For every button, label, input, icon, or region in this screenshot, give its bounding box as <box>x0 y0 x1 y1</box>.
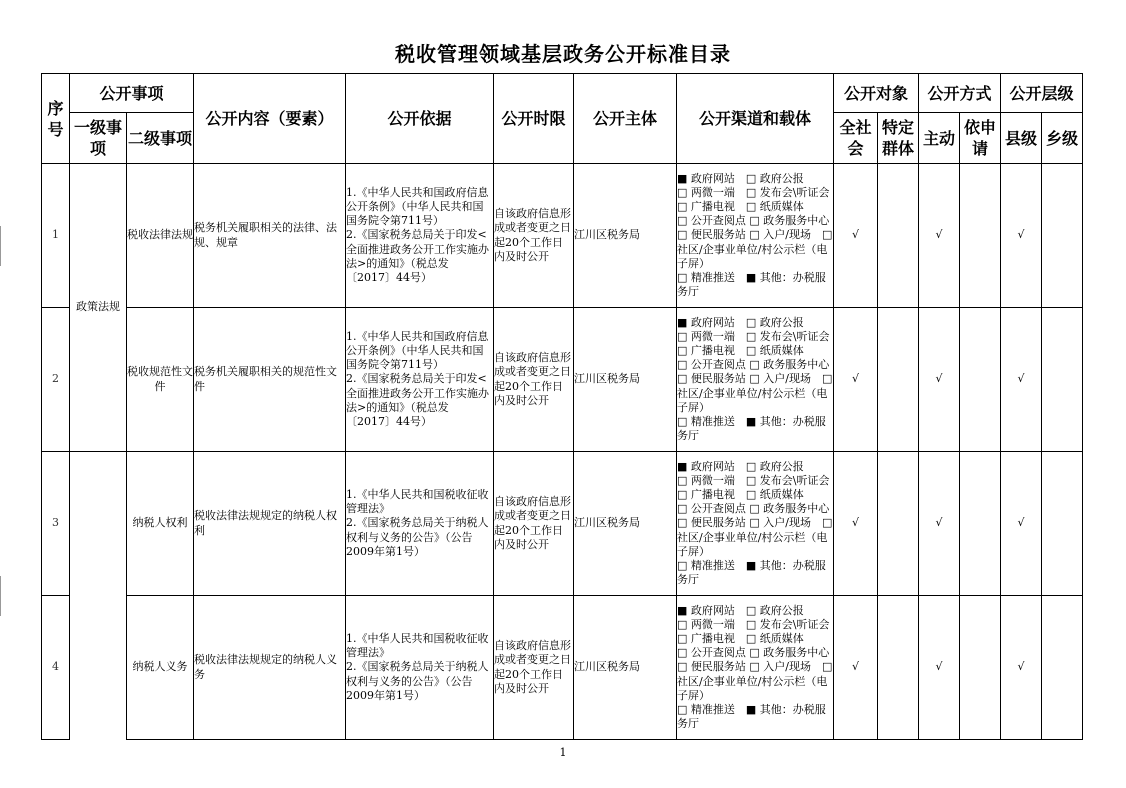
subject-cell: 江川区税务局 <box>574 164 677 308</box>
header-target-specific: 特定群体 <box>878 113 919 164</box>
page-title: 税收管理领域基层政务公开标准目录 <box>395 42 731 66</box>
active-check: √ <box>919 164 960 308</box>
basis-cell: 1.《中华人民共和国税收征收管理法》 2.《国家税务总局关于纳税人权利与义务的公告》（公告2009年第1号） <box>346 452 494 596</box>
page-edge-mark <box>0 226 1 266</box>
township-check <box>1042 308 1083 452</box>
level1-cell: 政策法规 <box>70 164 127 452</box>
active-check: √ <box>919 452 960 596</box>
page-edge-mark <box>0 576 1 616</box>
level2-cell: 纳税人义务 <box>127 596 194 740</box>
header-content: 公开内容（要素） <box>194 74 346 164</box>
county-check: √ <box>1001 308 1042 452</box>
time-limit-cell: 自该政府信息形成或者变更之日起20个工作日内及时公开 <box>494 164 574 308</box>
level1-cell-empty <box>70 452 127 740</box>
on-request-check <box>960 452 1001 596</box>
active-check: √ <box>919 308 960 452</box>
header-channel: 公开渠道和载体 <box>677 74 834 164</box>
row-seq: 1 <box>42 164 70 308</box>
all-society-check: √ <box>834 164 878 308</box>
township-check <box>1042 164 1083 308</box>
row-seq: 3 <box>42 452 70 596</box>
table-row <box>42 452 1083 596</box>
active-check: √ <box>919 596 960 740</box>
all-society-check: √ <box>834 596 878 740</box>
page-number: 1 <box>559 746 567 759</box>
channel-cell: ■ 政府网站 □ 政府公报 □ 两微一端 □ 发布会\听证会 □ 广播电视 □ 纸质媒体 □ 公开查阅点 □ 政务服务中心 □ 便民服务站 □ 入户/现场 □ 社区/企事业单位/村公示栏（电子屏） □ 精准推送 ■ 其他：办税服务厅 <box>677 308 834 452</box>
header-level-township: 乡级 <box>1042 113 1083 164</box>
time-limit-cell: 自该政府信息形成或者变更之日起20个工作日内及时公开 <box>494 596 574 740</box>
table-row <box>42 164 1083 308</box>
header-row-1 <box>42 74 1083 113</box>
specific-group-check <box>878 452 919 596</box>
on-request-check <box>960 164 1001 308</box>
county-check: √ <box>1001 452 1042 596</box>
row-seq: 2 <box>42 308 70 452</box>
header-basis: 公开依据 <box>346 74 494 164</box>
level2-cell: 税收法律法规 <box>127 164 194 308</box>
county-check: √ <box>1001 164 1042 308</box>
channel-cell: ■ 政府网站 □ 政府公报 □ 两微一端 □ 发布会\听证会 □ 广播电视 □ 纸质媒体 □ 公开查阅点 □ 政务服务中心 □ 便民服务站 □ 入户/现场 □ 社区/企事业单位/村公示栏（电子屏） □ 精准推送 ■ 其他：办税服务厅 <box>677 452 834 596</box>
header-subject: 公开主体 <box>574 74 677 164</box>
level2-cell: 税收规范性文件 <box>127 308 194 452</box>
content-cell: 税收法律法规规定的纳税人义务 <box>194 596 346 740</box>
county-check: √ <box>1001 596 1042 740</box>
on-request-check <box>960 308 1001 452</box>
subject-cell: 江川区税务局 <box>574 452 677 596</box>
all-society-check: √ <box>834 308 878 452</box>
header-seq: 序号 <box>42 74 70 164</box>
header-level2: 二级事项 <box>127 113 194 164</box>
level2-cell: 纳税人权利 <box>127 452 194 596</box>
content-cell: 税收法律法规规定的纳税人权利 <box>194 452 346 596</box>
row-seq: 4 <box>42 596 70 740</box>
header-public-item: 公开事项 <box>70 74 194 113</box>
specific-group-check <box>878 164 919 308</box>
time-limit-cell: 自该政府信息形成或者变更之日起20个工作日内及时公开 <box>494 452 574 596</box>
channel-cell: ■ 政府网站 □ 政府公报 □ 两微一端 □ 发布会\听证会 □ 广播电视 □ 纸质媒体 □ 公开查阅点 □ 政务服务中心 □ 便民服务站 □ 入户/现场 □ 社区/企事业单位/村公示栏（电子屏） □ 精准推送 ■ 其他：办税服务厅 <box>677 596 834 740</box>
on-request-check <box>960 596 1001 740</box>
all-society-check: √ <box>834 452 878 596</box>
time-limit-cell: 自该政府信息形成或者变更之日起20个工作日内及时公开 <box>494 308 574 452</box>
table-row <box>42 308 1083 452</box>
header-time-limit: 公开时限 <box>494 74 574 164</box>
specific-group-check <box>878 596 919 740</box>
content-cell: 税务机关履职相关的法律、法规、规章 <box>194 164 346 308</box>
basis-cell: 1.《中华人民共和国政府信息公开条例》（中华人民共和国国务院令第711号） 2.《国家税务总局关于印发<全面推进政务公开工作实施办法>的通知》（税总发〔2017〕44号） <box>346 308 494 452</box>
header-method-apply: 依申请 <box>960 113 1001 164</box>
header-level: 公开层级 <box>1001 74 1083 113</box>
basis-cell: 1.《中华人民共和国税收征收管理法》 2.《国家税务总局关于纳税人权利与义务的公告》（公告2009年第1号） <box>346 596 494 740</box>
channel-cell: ■ 政府网站 □ 政府公报 □ 两微一端 □ 发布会\听证会 □ 广播电视 □ 纸质媒体 □ 公开查阅点 □ 政务服务中心 □ 便民服务站 □ 入户/现场 □ 社区/企事业单位/村公示栏（电子屏） □ 精准推送 ■ 其他：办税服务厅 <box>677 164 834 308</box>
subject-cell: 江川区税务局 <box>574 308 677 452</box>
township-check <box>1042 452 1083 596</box>
header-target: 公开对象 <box>834 74 919 113</box>
header-level-county: 县级 <box>1001 113 1042 164</box>
header-level1: 一级事项 <box>70 113 127 164</box>
header-target-all: 全社会 <box>834 113 878 164</box>
catalog-table <box>41 73 1083 740</box>
subject-cell: 江川区税务局 <box>574 596 677 740</box>
content-cell: 税务机关履职相关的规范性文件 <box>194 308 346 452</box>
table-row <box>42 596 1083 740</box>
township-check <box>1042 596 1083 740</box>
header-method-active: 主动 <box>919 113 960 164</box>
basis-cell: 1.《中华人民共和国政府信息公开条例》（中华人民共和国国务院令第711号） 2.《国家税务总局关于印发<全面推进政务公开工作实施办法>的通知》（税总发〔2017〕44号） <box>346 164 494 308</box>
specific-group-check <box>878 308 919 452</box>
header-method: 公开方式 <box>919 74 1001 113</box>
